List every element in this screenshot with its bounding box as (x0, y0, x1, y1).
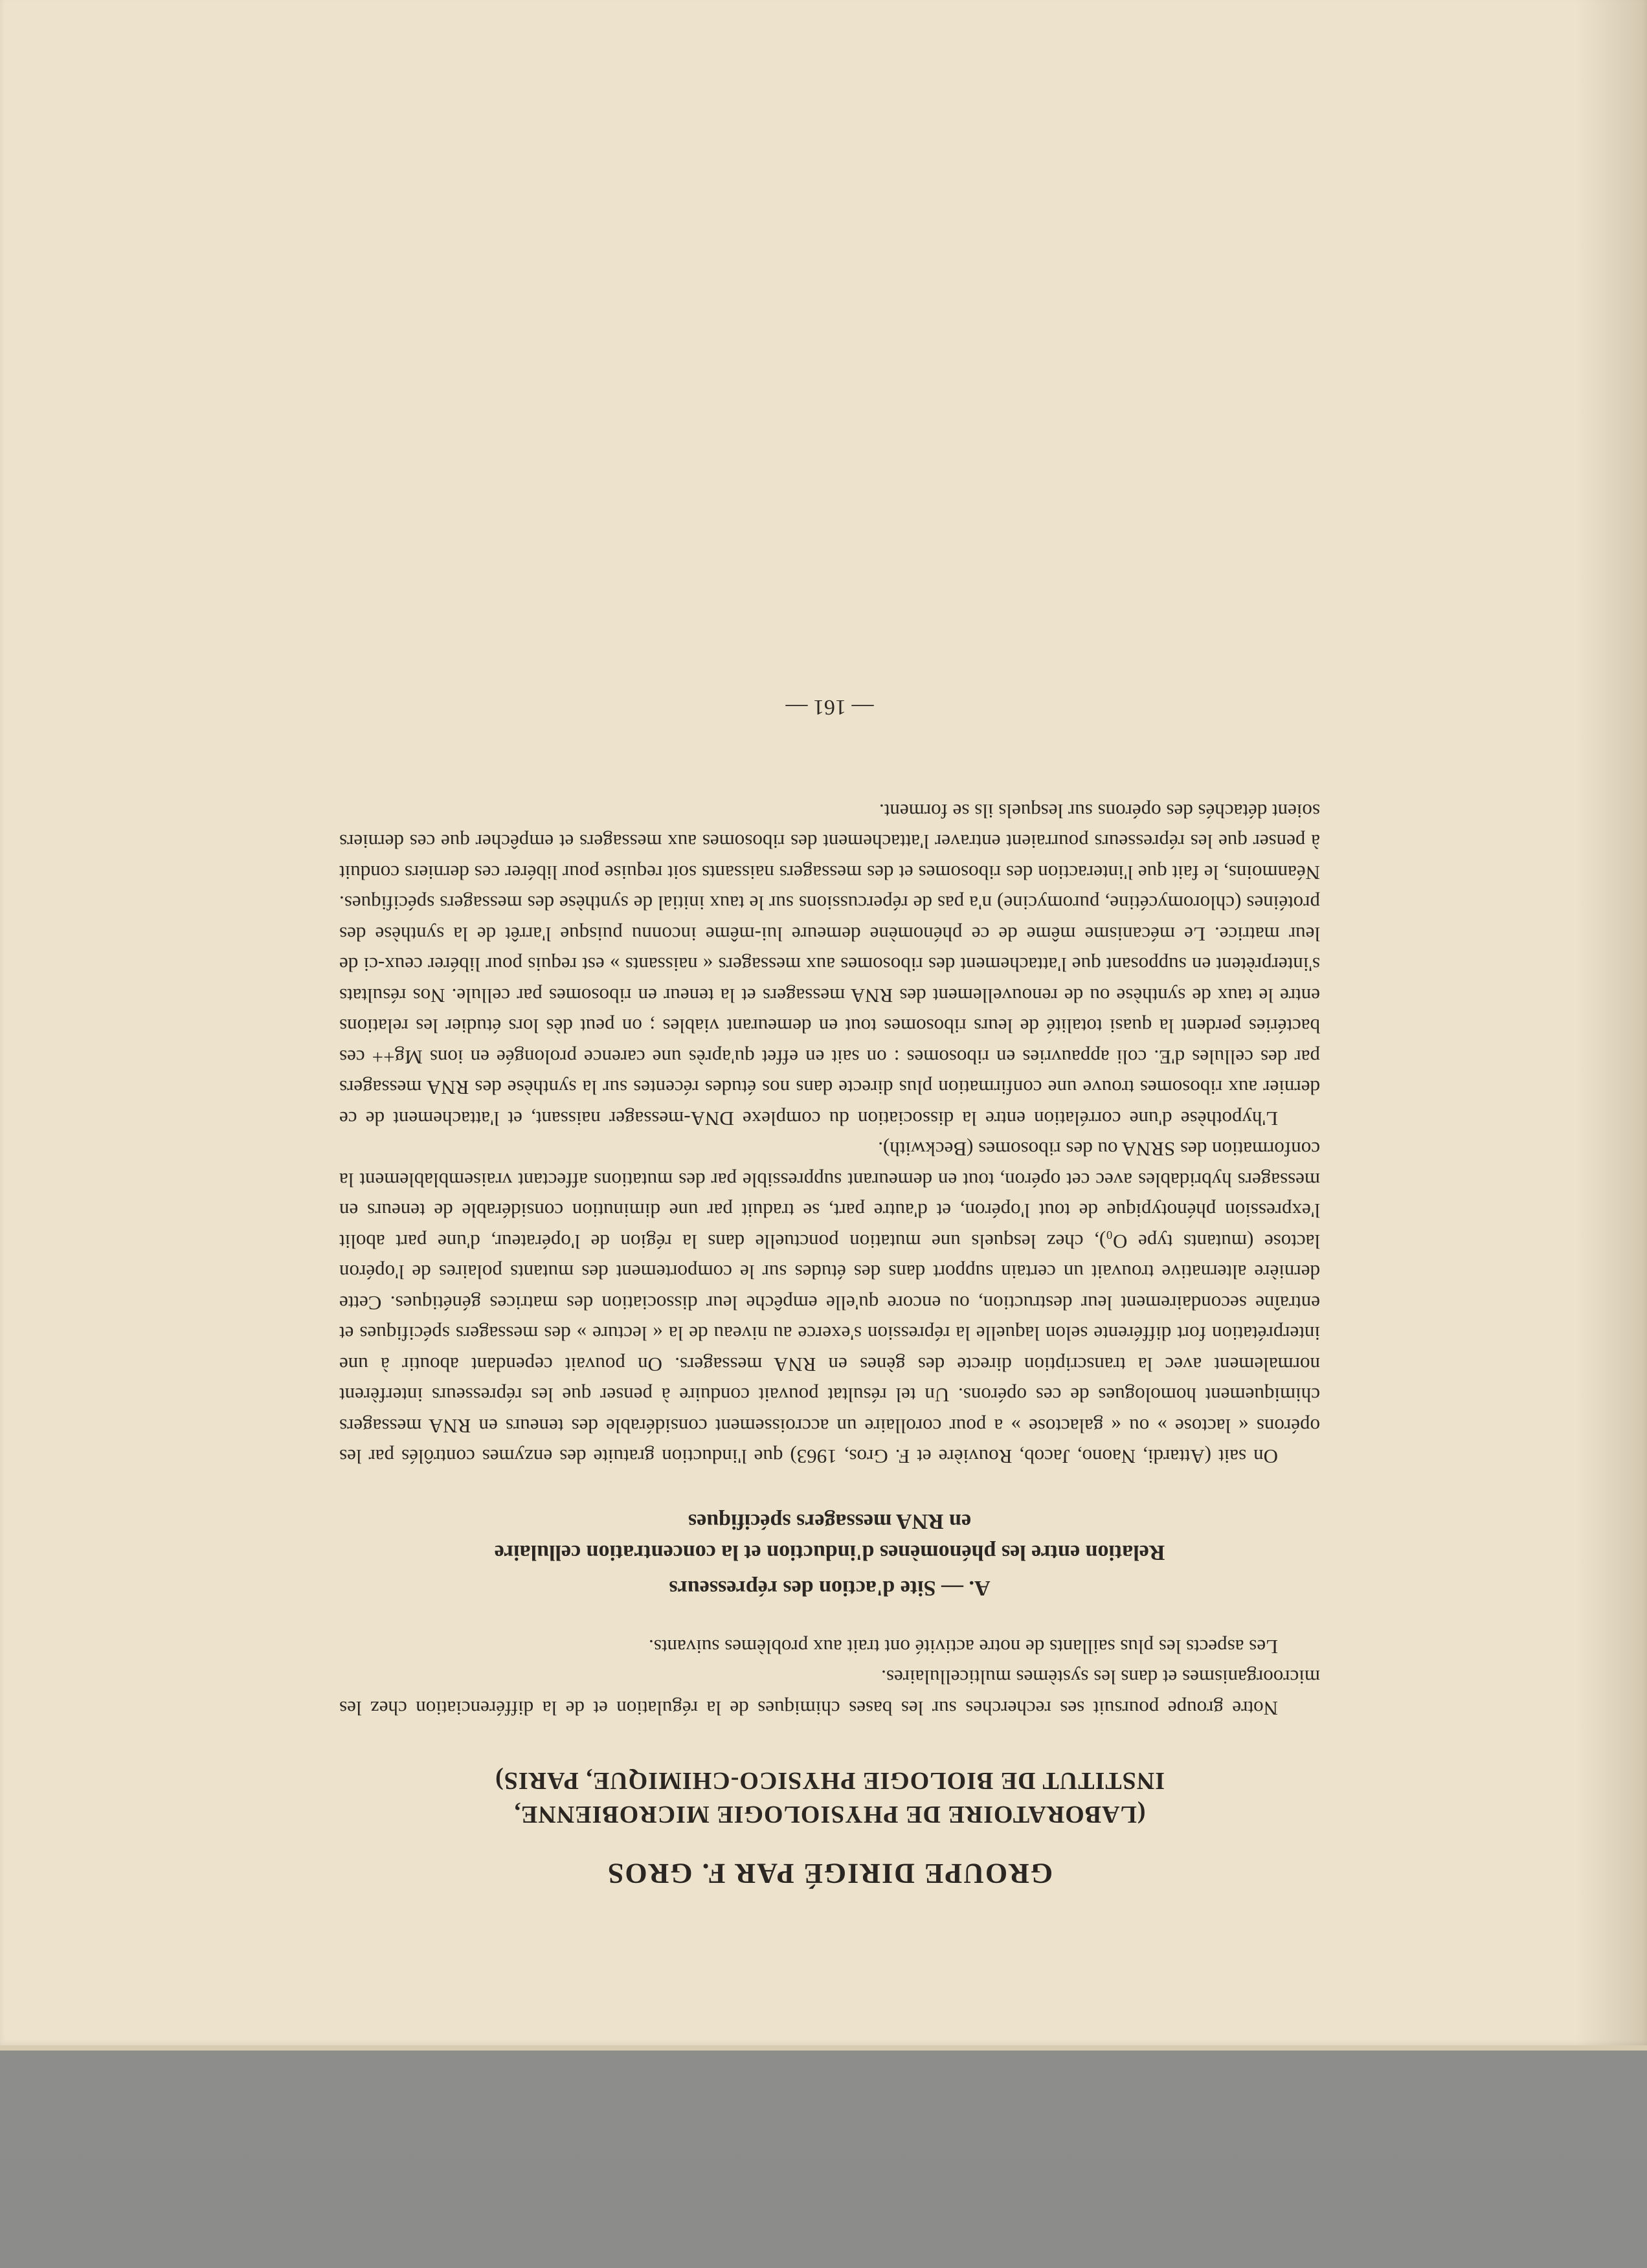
group-title: GROUPE DIRIGÉ PAR F. GROS (606, 1858, 1053, 1889)
section-subtitle (339, 1506, 1320, 1568)
body-paragraph: L'hypothèse d'une corrélation entre la dissociation du complexe DNA-messager naissant, et l'attachement de ce dernier aux ribosomes trouve une confirmation plus directe dans nos études récentes sur la synthèse des RNA messagers par des cellules d'E. coli appauvries en ribosomes : on sait en effet qu'après une carence prolongée en ions Mg++ ces bactéries perdent la quasi totalité de leurs ribosomes tout en demeurant viables ; on peut dès lors étudier les relations entre le taux de synthèse ou de renouvellement des RNA messagers et la teneur en ribosomes par cellule. Nos résultats s'interprètent en supposant que l'attachement des ribosomes aux messagers « naissants » est requis pour libérer ceux-ci de leur matrice. Le mécanisme même de ce phénomène demeure lui-même inconnu puisque l'arrêt de la synthèse des protéines (chloromycétine, puromycine) n'a pas de répercussions sur le taux initial de synthèse des messagers spécifiques. Néanmoins, le fait que l'interaction des ribosomes et des messagers naissants soit requise pour libérer ces derniers conduit à penser que les répresseurs pourraient entraver l'attachement des ribosomes aux messagers et empêcher que ces derniers soient détachés des opérons sur lesquels ils se forment. (339, 800, 1320, 1130)
text-block (339, 695, 1320, 1891)
page-bottom-edge (0, 2045, 1647, 2051)
body-paragraph: On sait (Attardi, Naono, Jacob, Rouvière et F. Gros, 1963) que l'induction gratuite des enzymes contrôlés par les opérons « lactose » ou « galactose » a pour corollaire un accroissement considérable des teneurs en RNA messagers chimiquement homologues de ces opérons. Un tel résultat pouvait conduire à penser que les répresseurs interfèrent normalement avec la transcription directe des gènes en RNA messagers. On pouvait cependant aboutir à une interprétation fort différente selon laquelle la répression s'exerce au niveau de la « lecture » des messagers spécifiques et entraîne secondairement leur destruction, ou encore qu'elle empêche leur dissociation des matrices génétiques. Cette dernière alternative trouvait un certain support dans des études sur le comportement des mutants polaires de l'opéron lactose (mutants type O₀), chez lesquels une mutation ponctuelle dans la région de l'opérateur, d'une part abolit l'expression phénotypique de tout l'opéron, et d'autre part, se traduit par une diminution considérable de teneurs en messagers hybridables avec cet opéron, tout en demeurant suppressible par des mutations affectant vraisemblablement la conformation des SRNA ou des ribosomes (Beckwith). (339, 1138, 1320, 1469)
intro-paragraph: Notre groupe poursuit ses recherches sur les bases chimiques de la régulation et de la différenciation chez les microorganismes et dans les systèmes multicellulaires. (339, 1666, 1320, 1720)
section-heading: A. — Site d'action des répresseurs (669, 1576, 991, 1601)
section-subtitle-line: Relation entre les phénomènes d'induction et la concentration cellulaire (494, 1540, 1165, 1565)
lab-line: INSTITUT DE BIOLOGIE PHYSICO-CHIMIQUE, PARIS) (495, 1767, 1165, 1794)
intro-paragraph: Les aspects les plus saillants de notre activité ont trait aux problèmes suivants. (649, 1636, 1278, 1658)
laboratory-affiliation (339, 1764, 1320, 1831)
lab-line: (LABORATOIRE DE PHYSIOLOGIE MICROBIENNE, (513, 1801, 1146, 1828)
section-subtitle-line: en RNA messagers spécifiques (688, 1509, 972, 1534)
page-number: — 161 — (785, 695, 874, 720)
